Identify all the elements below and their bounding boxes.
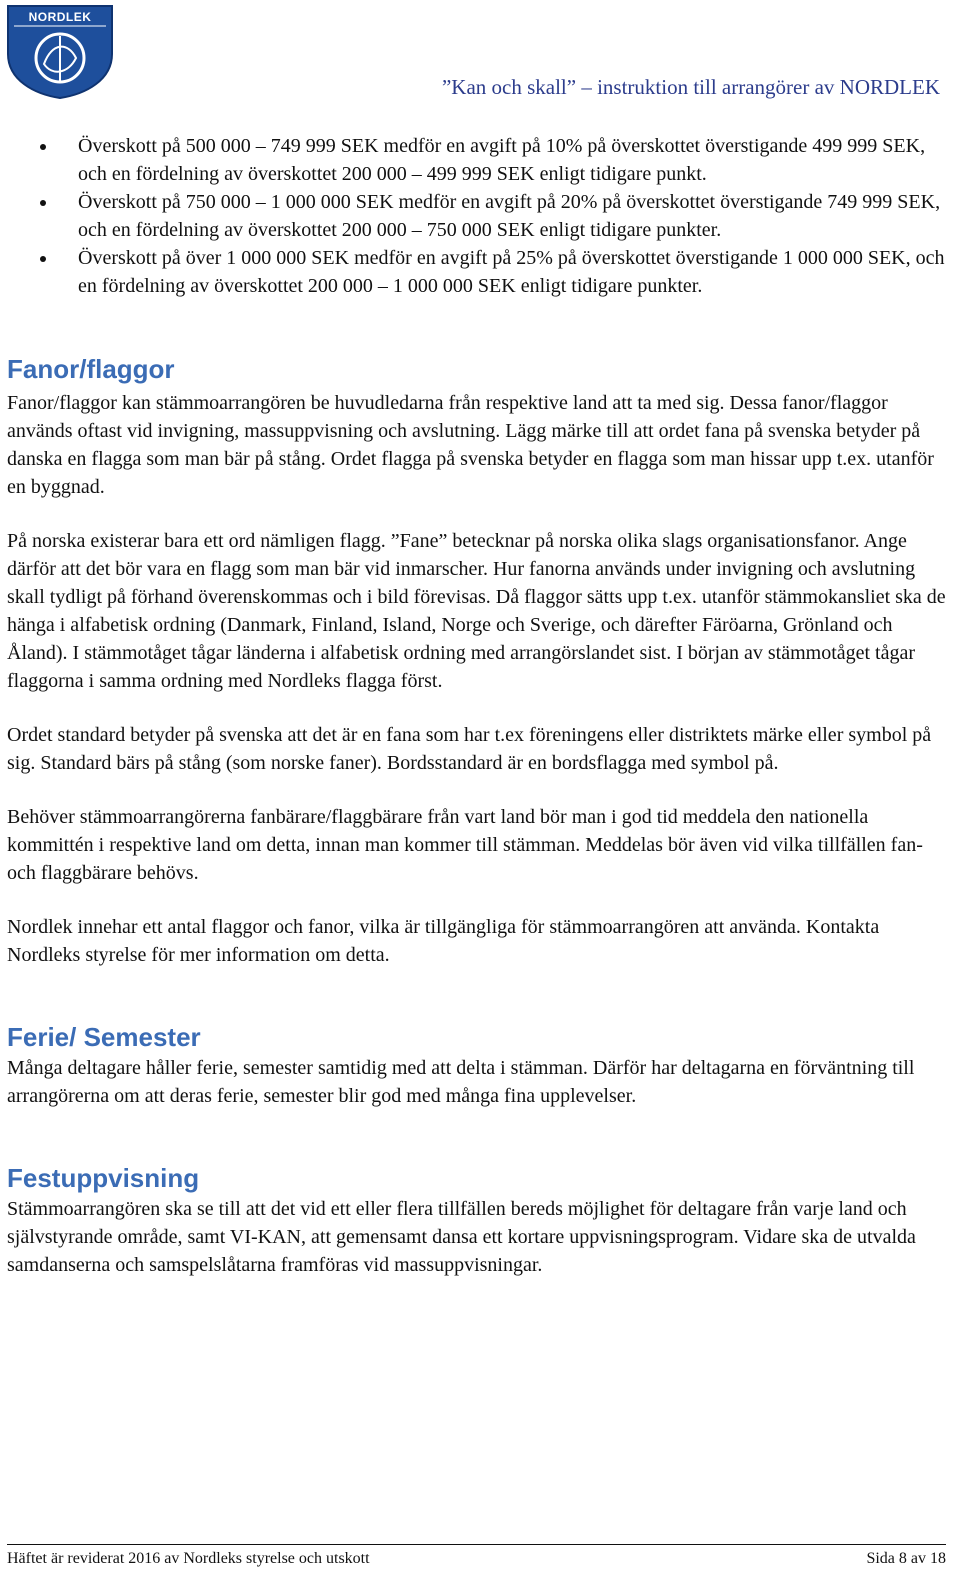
paragraph: På norska existerar bara ett ord nämligen flagg. ”Fane” betecknar på norska olika slags organisationsfanor. Ange därför att det bör vara en flagg som man bär vid inmarscher. Hur fanorna används under invigning och avslutning skall tydligt på förhand överenskommas och i bild förevisas. Då flaggor sätts upp t.ex. utanför stämmokansliet ska de hänga i alfabetisk ordning (Danmark, Finland, Island, Norge och Sverige, och därefter Färöarna, Grönland och Åland). I stämmotåget tågar länderna i alfabetisk ordning med arrangörslandet sist. I början av stämmotåget tågar flaggorna i samma ordning med Nordleks flagga först. [7,530,946,692]
paragraph: Stämmoarrangören ska se till att det vid ett eller flera tillfällen bereds möjlighet för deltagare från varje land och självstyrande område, samt VI-KAN, att gemensamt dansa ett kortare uppvisningsprogram. Vidare ska de utvalda samdanserna och samspelslåtarna framföras vid massuppvisningar. [7,1198,916,1276]
footer-page-number: Sida 8 av 18 [866,1550,946,1567]
bullet-item: Överskott på 500 000 – 749 999 SEK medför en avgift på 10% på överskottet överstigande 499 999 SEK, och en fördelning av överskottet 200 000 – 499 999 SEK enligt tidigare punkt. [7,132,953,188]
logo-text: NORDLEK [28,10,92,24]
footer-revision-note: Häftet är reviderat 2016 av Nordleks styrelse och utskott [7,1550,370,1567]
surplus-bullet-list [7,132,953,300]
bullet-dot-icon [40,200,46,206]
paragraph: Många deltagare håller ferie, semester samtidig med att delta i stämman. Därför har deltagarna en förväntning till arrangörerna om att deras ferie, semester blir god med många fina upplevelser. [7,1057,915,1107]
page-footer [7,1544,946,1568]
bullet-item: Överskott på över 1 000 000 SEK medför en avgift på 25% på överskottet överstigande 1 000 000 SEK, och en fördelning av överskottet 200 000 – 1 000 000 SEK enligt tidigare punkter. [7,244,953,300]
document-body [7,132,953,1279]
paragraph: Nordlek innehar ett antal flaggor och fanor, vilka är tillgängliga för stämmoarrangören att använda. Kontakta Nordleks styrelse för mer information om detta. [7,916,880,966]
bullet-item: Överskott på 750 000 – 1 000 000 SEK medför en avgift på 20% på överskottet överstigande 749 999 SEK, och en fördelning av överskottet 200 000 – 750 000 SEK enligt tidigare punkter. [7,188,953,244]
heading-festuppvisning: Festuppvisning [7,1163,200,1193]
heading-fanor: Fanor/flaggor [7,354,175,384]
paragraph: Ordet standard betyder på svenska att det är en fana som har t.ex föreningens eller distriktets märke eller symbol på sig. Standard bärs på stång (som norske faner). Bordsstandard är en bordsflagga med symbol på. [7,724,932,774]
document-header-title: ”Kan och skall” – instruktion till arrangörer av NORDLEK [441,75,940,99]
bullet-dot-icon [40,256,46,262]
bullet-dot-icon [40,144,46,150]
paragraph: Fanor/flaggor kan stämmoarrangören be huvudledarna från respektive land att ta med sig. Dessa fanor/flaggor används oftast vid invigning, massuppvisning och avslutning. Lägg märke till att ordet fana på svenska betyder på danska en flagga som man bär på stång. Ordet flagga på svenska betyder en flagga som man hissar upp t.ex. utanför en byggnad. [7,392,934,498]
paragraph: Behöver stämmoarrangörerna fanbärare/flaggbärare från vart land bör man i god tid meddela den nationella kommittén i respektive land om detta, innan man kommer till stämman. Meddelas bör även vid vilka tillfällen fan- och flaggbärare behövs. [7,806,923,884]
heading-ferie: Ferie/ Semester [7,1022,201,1052]
